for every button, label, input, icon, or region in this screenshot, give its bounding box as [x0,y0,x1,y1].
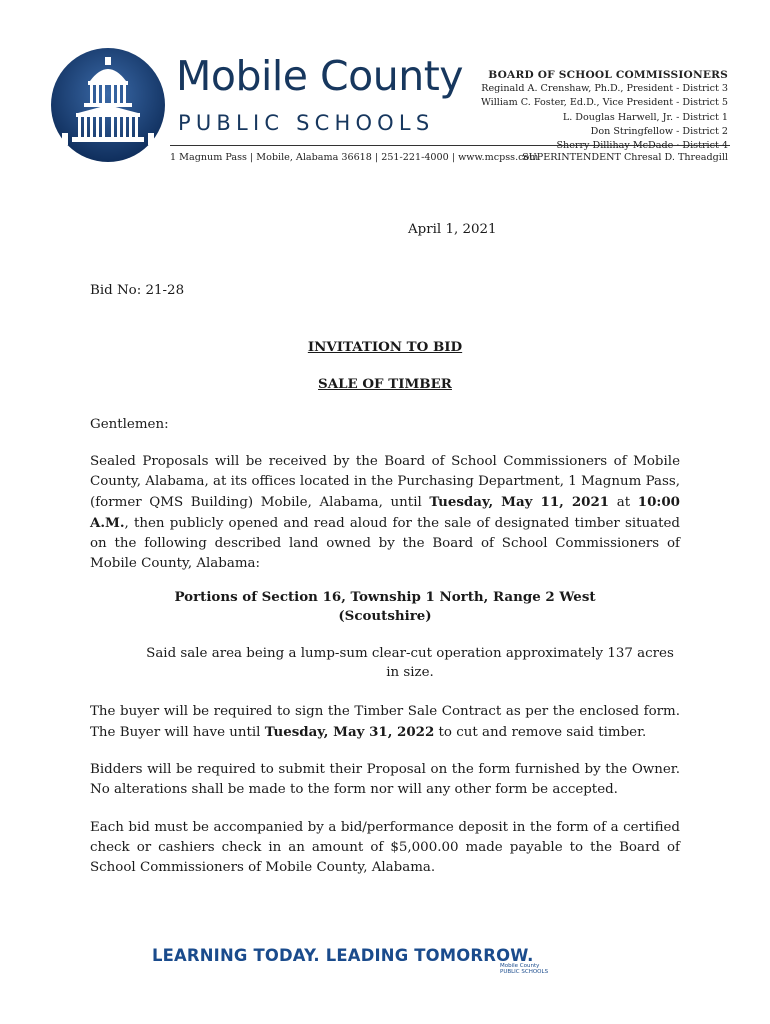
deadline-date: Tuesday, May 11, 2021 [429,494,610,510]
footer-tagline: LEARNING TODAY. LEADING TOMORROW. [152,946,534,965]
address-line: 1 Magnum Pass | Mobile, Alabama 36618 | 251-221-4000 | www.mcpss.com [170,152,539,163]
heading-invitation: INVITATION TO BID [307,339,463,355]
text-run: to cut and remove said timber. [434,725,647,740]
text-run: , then publicly opened and read aloud for the sale of designated timber situated on the following described land owned by the Board of School Commissioners of Mobile County, Alabama: [90,516,680,571]
paragraph-contract [90,702,680,743]
board-member: L. Douglas Harwell, Jr. - District 1 [562,111,728,123]
school-seal-logo [50,47,166,163]
superintendent-line: SUPERINTENDENT Chresal D. Threadgill [522,152,728,163]
lump-sum-description: Said sale area being a lump-sum clear-cut operation approximately 137 acres in size. [146,646,674,680]
board-member: Reginald A. Crenshaw, Ph.D., President - District 3 [481,83,728,95]
location-name: (Scoutshire) [338,608,432,624]
paragraph-deposit: Each bid must be accompanied by a bid/performance deposit in the form of a certified check or cashiers check in an amount of $5,000.00 made payable to the Board of School Commissioners of Mobile County, Alabama. [90,820,680,875]
paragraph-form: Bidders will be required to submit their Proposal on the form furnished by the Owner. No alterations shall be made to the form nor will any other form be accepted. [90,762,680,797]
deadline-time: 10:00 A.M. [90,494,680,531]
footer-logo-text [500,963,548,975]
land-location [90,588,680,626]
removal-deadline: Tuesday, May 31, 2022 [264,724,435,740]
text-run: at [609,495,638,510]
letter-date: April 1, 2021 [408,222,497,237]
paragraph-proposals [90,452,680,574]
text-run: Sealed Proposals will be received by the Board of School Commissioners of Mobile County, Alabama, at its offices located in the Purchasing Department, 1 Magnum Pass, (former QMS Building) Mobile, Alabama, until [90,454,680,510]
board-list [468,68,728,153]
heading-sale: SALE OF TIMBER [318,376,452,392]
greeting: Gentlemen: [90,417,169,432]
board-member: Sherry Dillihay McDade · District 4 [556,140,728,152]
board-member: William C. Foster, Ed.D., Vice President - District 5 [480,97,728,109]
brand-subname: PUBLIC SCHOOLS [178,111,435,135]
footer-logo-line: Mobile County [500,963,540,969]
text-run: The buyer will be required to sign the Timber Sale Contract as per the enclosed form. The Buyer will have until [90,704,680,740]
bid-number: Bid No: 21-28 [90,283,185,298]
brand-name: Mobile County [176,52,464,100]
location-line: Portions of Section 16, Township 1 North, Range 2 West [174,589,596,605]
footer-logo-line: PUBLIC SCHOOLS [500,969,549,975]
board-member: Don Stringfellow - District 2 [590,125,728,137]
board-title: BOARD OF SCHOOL COMMISSIONERS [488,69,728,81]
